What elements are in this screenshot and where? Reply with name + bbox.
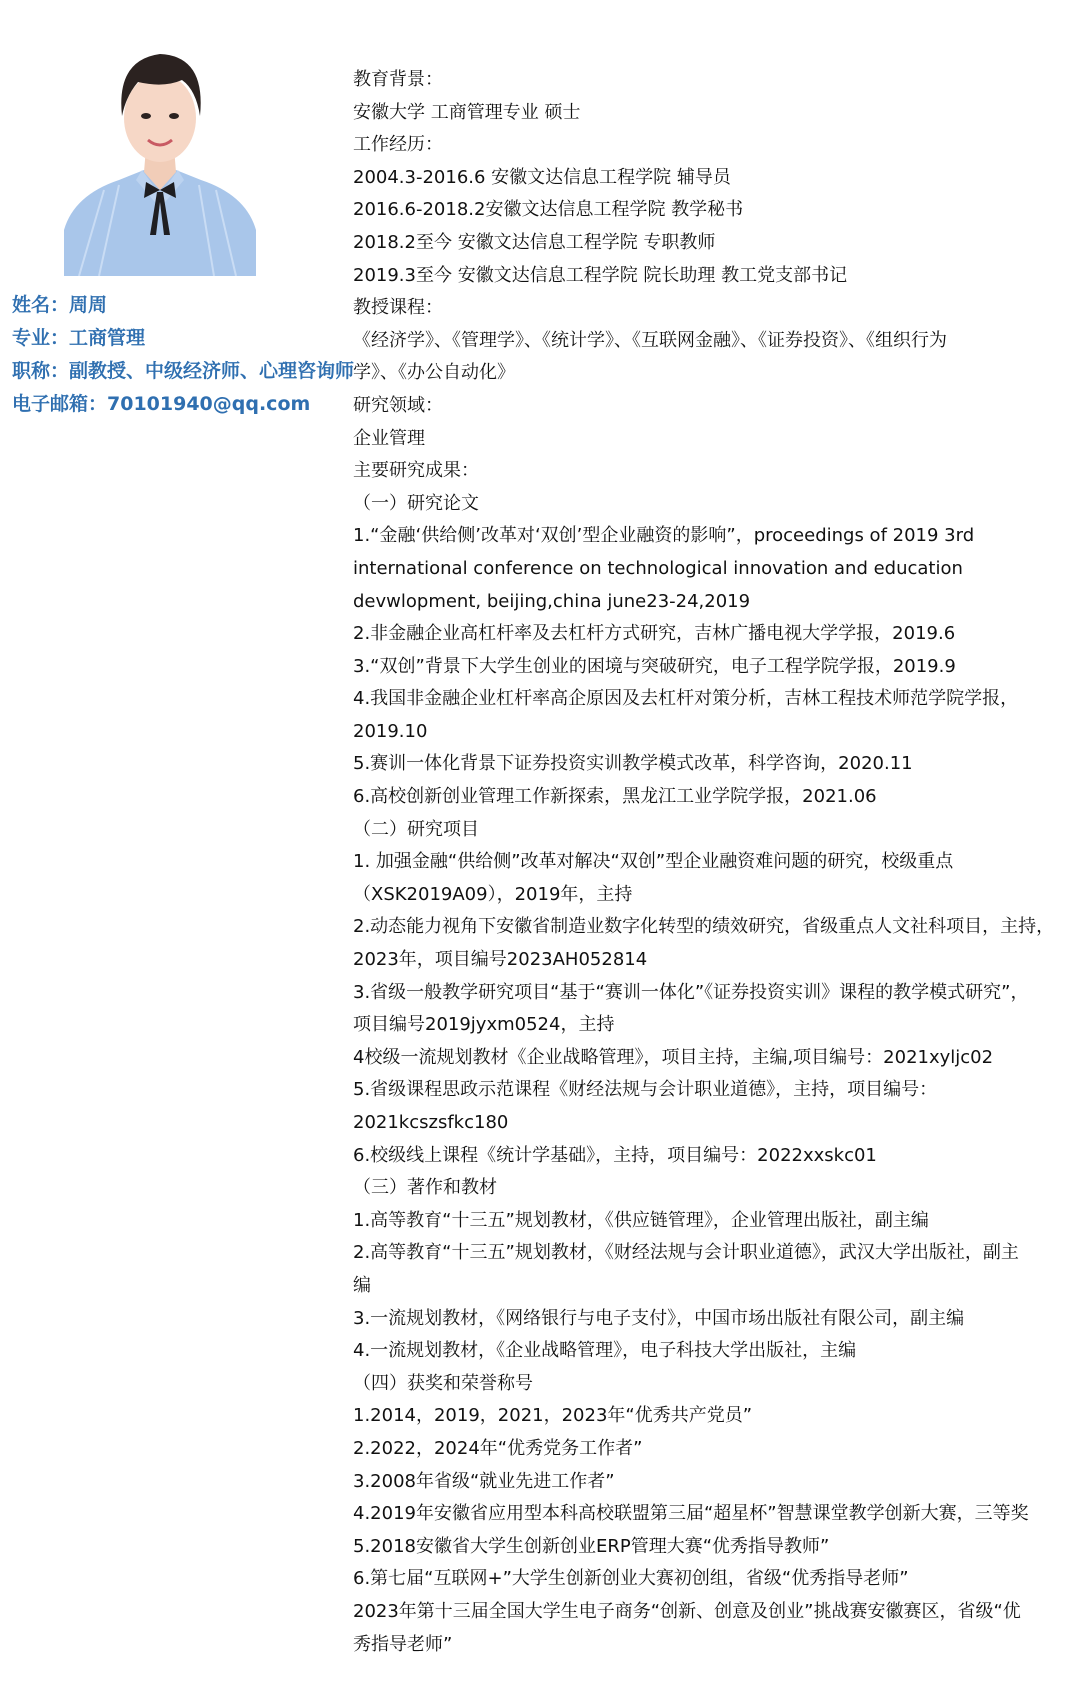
content-line: international conference on technological innovation and education <box>353 557 963 579</box>
content-line: 3.一流规划教材，《网络银行与电子支付》，中国市场出版社有限公司，副主编 <box>353 1307 965 1329</box>
profile-photo <box>64 30 256 276</box>
content-line: 3.“双创”背景下大学生创业的困境与突破研究，电子工程学院学报，2019.9 <box>353 655 956 677</box>
content-line: 2.非金融企业高杠杆率及去杠杆方式研究，吉林广播电视大学学报，2019.6 <box>353 623 956 645</box>
content-line: （XSK2019A09），2019年，主持 <box>353 883 633 905</box>
content-line: 工作经历： <box>353 134 443 156</box>
content-line: 2018.2至今 安徽文达信息工程学院 专职教师 <box>353 231 716 253</box>
content-line: 项目编号2019jyxm0524，主持 <box>353 1014 615 1036</box>
content-line: 《经济学》、《管理学》、《统计学》、《互联网金融》、《证券投资》、《组织行为 <box>353 329 947 351</box>
profile-name: 姓名：周周 <box>12 294 108 316</box>
content-line: 2019.3至今 安徽文达信息工程学院 院长助理 教工党支部书记 <box>353 264 848 286</box>
content-line: 主要研究成果： <box>353 460 479 482</box>
content-line: 2.高等教育“十三五”规划教材，《财经法规与会计职业道德》，武汉大学出版社，副主 <box>353 1242 1019 1264</box>
content-line: 教授课程： <box>353 297 443 319</box>
profile-email: 电子邮箱：70101940@qq.com <box>12 393 311 415</box>
content-line: 4.2019年安徽省应用型本科高校联盟第三届“超星杯”智慧课堂教学创新大赛，三等奖 <box>353 1503 1029 1525</box>
content-line: 安徽大学 工商管理专业 硕士 <box>353 101 581 123</box>
content-line: 2023年，项目编号2023AH052814 <box>353 949 648 971</box>
content-line: 5.2018安徽省大学生创新创业ERP管理大赛“优秀指导教师” <box>353 1535 830 1557</box>
content-line: 2016.6-2018.2安徽文达信息工程学院 教学秘书 <box>353 199 744 221</box>
content-line: 6.校级线上课程《统计学基础》，主持，项目编号：2022xxskc01 <box>353 1144 877 1166</box>
content-line: （三）著作和教材 <box>353 1177 497 1199</box>
content-line: 1.“金融‘供给侧’改革对‘双创’型企业融资的影响”，proceedings of 2019 3rd <box>353 525 975 547</box>
content-line: 2023年第十三届全国大学生电子商务“创新、创意及创业”挑战赛安徽赛区，省级“优 <box>353 1600 1021 1622</box>
profile-info <box>12 289 357 421</box>
content-line: 1.2014，2019，2021，2023年“优秀共产党员” <box>353 1405 753 1427</box>
content-line: 1. 加强金融“供给侧”改革对解决“双创”型企业融资难问题的研究，校级重点 <box>353 851 954 873</box>
content-line: devwlopment, beijing,china june23-24,2019 <box>353 590 751 612</box>
content-line: 2021kcszsfkc180 <box>353 1112 509 1133</box>
portrait-image <box>64 30 256 276</box>
content-line: 4.一流规划教材，《企业战略管理》，电子科技大学出版社，主编 <box>353 1340 857 1362</box>
content-line: 2.2022，2024年“优秀党务工作者” <box>353 1437 643 1459</box>
content-line: 2019.10 <box>353 720 428 742</box>
content-line: 企业管理 <box>353 427 425 449</box>
content-line: 6.第七届“互联网+”大学生创新创业大赛初创组，省级“优秀指导老师” <box>353 1568 909 1590</box>
content-line: 研究领域： <box>353 394 443 416</box>
content-line: 5.赛训一体化背景下证券投资实训教学模式改革，科学咨询，2020.11 <box>353 753 913 775</box>
content-line: 1.高等教育“十三五”规划教材，《供应链管理》，企业管理出版社，副主编 <box>353 1209 929 1231</box>
resume-content <box>353 64 1058 1661</box>
content-line: （四）获奖和荣誉称号 <box>353 1372 533 1394</box>
content-line: 4.我国非金融企业杠杆率高企原因及去杠杆对策分析，吉林工程技术师范学院学报， <box>353 688 1019 710</box>
content-line: 6.高校创新创业管理工作新探索，黑龙江工业学院学报，2021.06 <box>353 786 877 808</box>
profile-major: 专业：工商管理 <box>12 327 146 349</box>
content-line: 秀指导老师” <box>353 1633 453 1655</box>
content-line: 2.动态能力视角下安徽省制造业数字化转型的绩效研究，省级重点人文社科项目，主持， <box>353 916 1055 938</box>
content-line: 2004.3-2016.6 安徽文达信息工程学院 辅导员 <box>353 166 731 188</box>
content-line: （二）研究项目 <box>353 818 479 840</box>
content-line: 3.省级一般教学研究项目“基于“赛训一体化”《证券投资实训》课程的教学模式研究”， <box>353 981 1029 1003</box>
content-line: （一）研究论文 <box>353 492 479 514</box>
content-line: 5.省级课程思政示范课程《财经法规与会计职业道德》，主持，项目编号： <box>353 1079 938 1101</box>
content-line: 编 <box>353 1274 371 1296</box>
content-line: 4校级一流规划教材《企业战略管理》，项目主持，主编,项目编号：2021xyljc02 <box>353 1046 994 1068</box>
content-line: 教育背景： <box>353 69 443 90</box>
content-line: 3.2008年省级“就业先进工作者” <box>353 1470 615 1492</box>
content-line: 学》、《办公自动化》 <box>353 362 515 384</box>
profile-title: 职称：副教授、中级经济师、心理咨询师 <box>12 360 355 382</box>
